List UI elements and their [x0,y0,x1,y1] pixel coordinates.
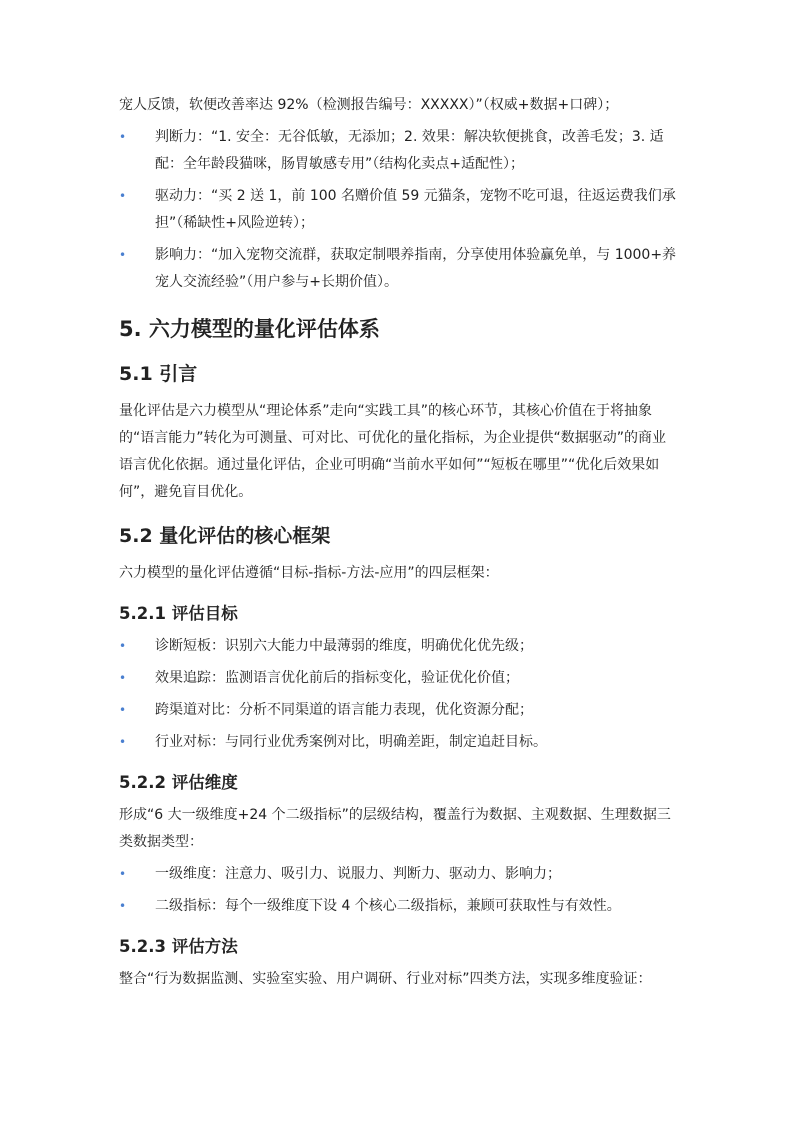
list-item [119,124,679,178]
subsubsection-heading: 5.2.1 评估目标 [119,604,238,623]
list-item [119,633,679,660]
subsubsection-heading: 5.2.3 评估方法 [119,937,238,956]
list-item-text: 一级维度：注意力、吸引力、说服力、判断力、驱动力、影响力； [155,866,561,882]
list-item-text: 二级指标：每个一级维度下设 4 个核心二级指标，兼顾可获取性与有效性。 [155,898,621,914]
subsection-heading: 5.1 引言 [119,363,198,385]
list-item [119,242,679,296]
list-item [119,861,679,888]
subsection-heading: 5.2 量化评估的核心框架 [119,525,331,547]
bullet-icon: • [119,248,127,262]
list-item-text: 效果追踪：监测语言优化前后的指标变化，验证优化价值； [155,670,519,686]
list-item [119,729,679,756]
bullet-icon: • [119,735,127,749]
list-item [119,183,679,237]
bullet-icon: • [119,189,127,203]
bullet-icon: • [119,130,127,144]
list-item [119,893,679,920]
list-item-text: 行业对标：与同行业优秀案例对比，明确差距，制定追赶目标。 [155,734,547,750]
page-content [119,92,679,993]
list-item [119,665,679,692]
bullet-icon: • [119,867,127,881]
list-item-text: 跨渠道对比：分析不同渠道的语言能力表现，优化资源分配； [155,702,533,718]
subsubsection-heading: 5.2.2 评估维度 [119,773,238,792]
paragraph: 量化评估是六力模型从“理论体系”走向“实践工具”的核心环节，其核心价值在于将抽象的“语言能力”转化为可测量、可对比、可优化的量化指标，为企业提供“数据驱动”的商业语言优化依据。通过量化评估，企业可明确“当前水平如何”“短板在哪里”“优化后效果如何”，避免盲目优化。 [119,403,667,500]
bullet-icon: • [119,639,127,653]
bullet-icon: • [119,671,127,685]
list-item-text: 驱动力：“买 2 送 1，前 100 名赠价值 59 元猫条，宠物不吃可退，往返运费我们承担”（稀缺性+风险逆转）； [155,188,676,231]
bullet-icon: • [119,703,127,717]
bullet-icon: • [119,899,127,913]
list-item-text: 判断力：“1. 安全：无谷低敏，无添加；2. 效果：解决软便挑食，改善毛发；3. 适配：全年龄段猫咪，肠胃敏感专用”（结构化卖点+适配性）； [155,129,664,172]
list-item-text: 影响力：“加入宠物交流群，获取定制喂养指南，分享使用体验赢免单，与 1000+养宠人交流经验”（用户参与+长期价值）。 [155,247,677,290]
section-heading: 5. 六力模型的量化评估体系 [119,317,380,341]
list-item-text: 诊断短板：识别六大能力中最薄弱的维度，明确优化优先级； [155,638,533,654]
paragraph: 形成“6 大一级维度+24 个二级指标”的层级结构，覆盖行为数据、主观数据、生理数据三类数据类型： [119,807,671,850]
paragraph: 六力模型的量化评估遵循“目标-指标-方法-应用”的四层框架： [119,565,499,581]
paragraph: 整合“行为数据监测、实验室实验、用户调研、行业对标”四类方法，实现多维度验证： [119,971,652,987]
intro-continuation: 宠人反馈，软便改善率达 92%（检测报告编号：XXXXX）”（权威+数据+口碑）； [119,97,619,113]
list-item [119,697,679,724]
